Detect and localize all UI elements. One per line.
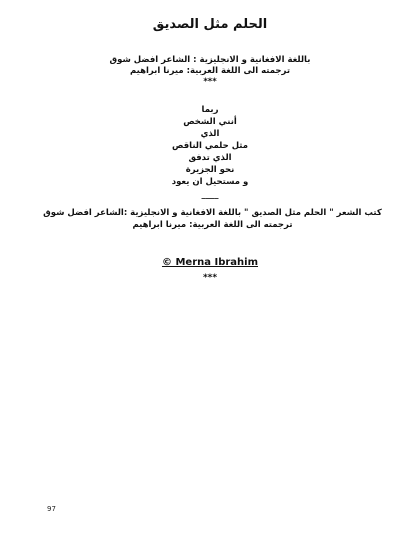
intro-translator-line: ترجمته الى اللغة العربية: ميرنا ابراهيم [129,66,291,76]
page-number: 97 [47,505,56,513]
poem-title: الحلم مثل الصديق [152,17,268,32]
intro-author-line: باللغة الافغانية و الانجليزية : الشاعر افضل شوق [109,55,311,65]
intro-separator-stars: *** [203,77,217,87]
poem-line-4: مثل حلمي الناقص [171,141,249,151]
poem-line-7: و مستحيل ان يعود [171,177,249,187]
credits-author-line: كتب الشعر " الحلم مثل الصديق " باللغة الافغانية و الانجليزية :الشاعر افضل شوق [43,208,382,218]
end-stars: *** [202,273,218,283]
poem-line-5: الذي تدفق [188,153,232,163]
copyright-notice: © Merna Ibrahim [161,257,259,268]
poem-line-3: الذي [200,129,220,139]
credits-translator-line: ترجمته الى اللغة العربية: ميرنا ابراهيم [132,220,293,230]
poem-line-2: أنني الشخص [183,117,237,127]
poem-line-1: ربما [201,105,219,115]
poem-line-6: نحو الجزيرة [185,165,235,175]
section-divider: ____ [201,190,219,200]
